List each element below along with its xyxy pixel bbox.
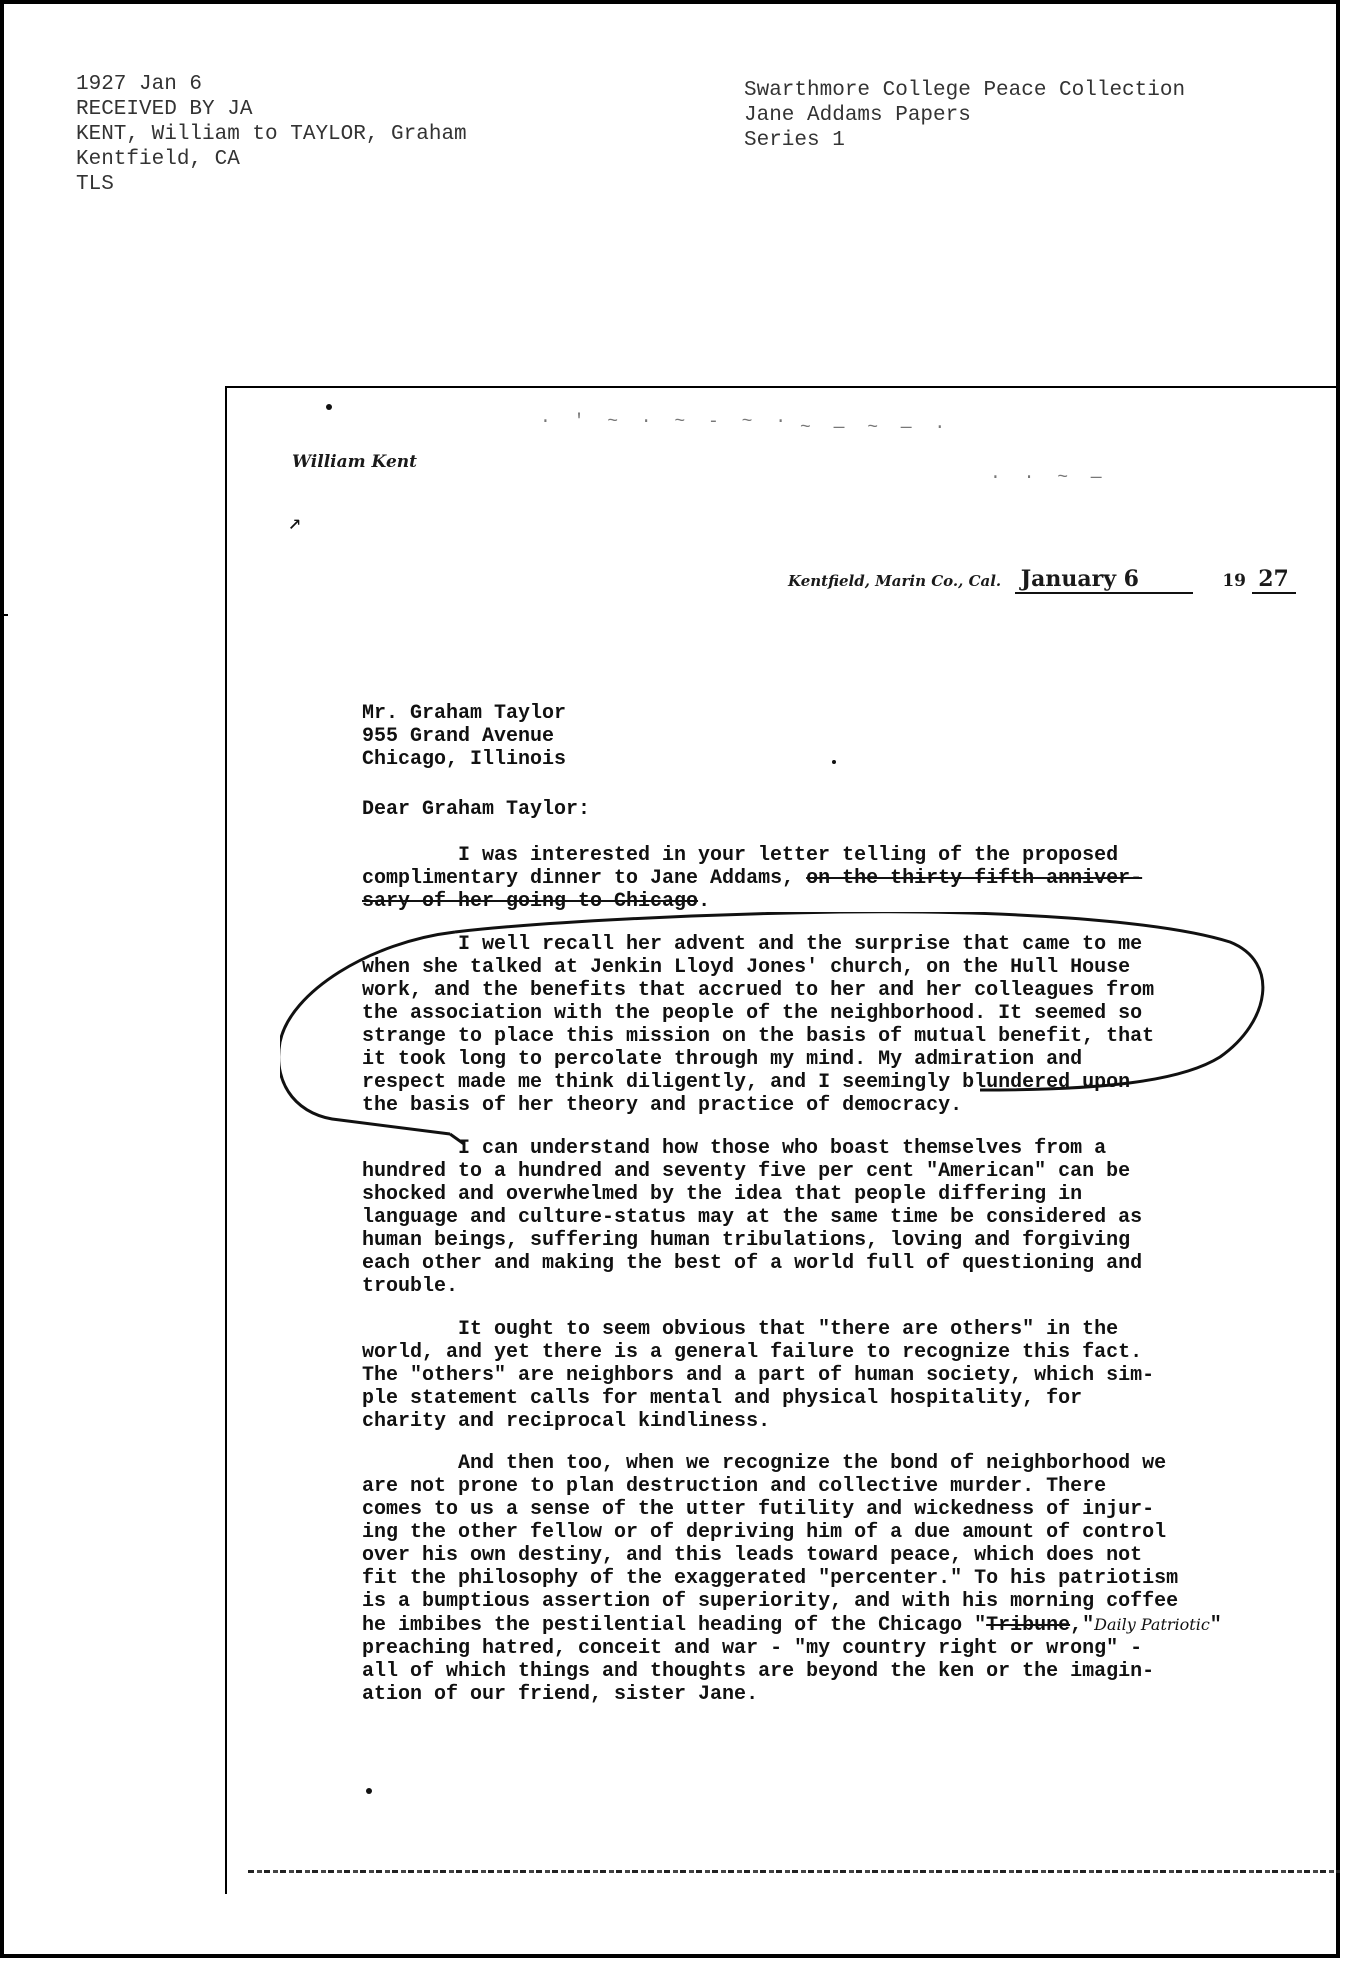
letter-sheet-left-edge	[225, 386, 227, 1894]
text-line: the association with the people of the neighborhood. It seemed so	[362, 1002, 1143, 1025]
text-line: the basis of her theory and practice of democracy.	[362, 1094, 963, 1117]
text-line	[362, 867, 1142, 890]
bleed-through-smudge: · · ~ —	[990, 468, 1108, 488]
archive-series: Series 1	[744, 129, 845, 152]
text-line: over his own destiny, and this leads toward peace, which does not	[362, 1544, 1143, 1567]
text-line: I was interested in your letter telling of the proposed	[458, 844, 1119, 867]
text-fragment: he imbibes the pestilential heading of the Chicago "	[362, 1614, 987, 1637]
paragraph-4	[362, 1318, 1154, 1433]
archive-received: RECEIVED BY JA	[76, 98, 253, 121]
struck-text: sary of her going to Chicago	[362, 890, 699, 913]
letter-place: Kentfield, Marin Co., Cal.	[788, 572, 1002, 590]
bleed-through-smudge: · ' ~ · ~ - ~ ·	[540, 412, 793, 432]
bleed-through-smudge: ~ — ~ — ·	[800, 418, 952, 438]
year-suffix: 27	[1252, 566, 1296, 594]
archive-type: TLS	[76, 173, 114, 196]
text-line	[362, 1613, 1222, 1637]
ink-dot	[832, 760, 836, 764]
text-line: I can understand how those who boast themselves from a	[458, 1137, 1107, 1160]
text-fragment: "	[1209, 1614, 1222, 1637]
archive-place: Kentfield, CA	[76, 148, 240, 171]
text-line: fit the philosophy of the exaggerated "percenter." To his patriotism	[362, 1567, 1179, 1590]
text-line: all of which things and thoughts are beyond the ken or the imagin-	[362, 1660, 1155, 1683]
text-line: human beings, suffering human tribulations, loving and forgiving	[362, 1229, 1131, 1252]
text-line: The "others" are neighbors and a part of human society, which sim-	[362, 1364, 1155, 1387]
address-line: Chicago, Illinois	[362, 748, 567, 771]
text-line: shocked and overwhelmed by the idea that people differing in	[362, 1183, 1083, 1206]
text-line: comes to us a sense of the utter futility and wickedness of injur-	[362, 1498, 1155, 1521]
recipient-address	[362, 702, 566, 771]
text-line	[362, 890, 1142, 913]
text-line: ation of our friend, sister Jane.	[362, 1683, 759, 1706]
paragraph-1	[362, 844, 1142, 913]
paragraph-2	[362, 933, 1154, 1117]
text-line: trouble.	[362, 1275, 459, 1298]
struck-text: Tribune	[986, 1614, 1071, 1637]
archive-correspondents: KENT, William to TAYLOR, Graham	[76, 123, 467, 146]
text-line: world, and yet there is a general failure to recognize this fact.	[362, 1341, 1143, 1364]
dateline	[788, 566, 1296, 594]
text-line: preaching hatred, conceit and war - "my country right or wrong" -	[362, 1637, 1143, 1660]
text-line: I well recall her advent and the surprise that came to me	[458, 933, 1143, 956]
text-line: each other and making the best of a world full of questioning and	[362, 1252, 1143, 1275]
text-line: hundred to a hundred and seventy five per cent "American" can be	[362, 1160, 1131, 1183]
archive-date: 1927 Jan 6	[76, 73, 203, 96]
text-line: respect made me think diligently, and I seemingly blundered upon	[362, 1071, 1131, 1094]
text-line: ing the other fellow or of depriving him of a due amount of control	[362, 1521, 1167, 1544]
address-line: Mr. Graham Taylor	[362, 702, 567, 725]
text-fragment: ,"	[1070, 1614, 1095, 1637]
letter-sheet-bottom-edge	[248, 1870, 1340, 1873]
address-line: 955 Grand Avenue	[362, 725, 555, 748]
page-edge-mark	[0, 614, 8, 616]
paragraph-3	[362, 1137, 1142, 1298]
letter-sheet-top-edge	[225, 386, 1340, 388]
text-line: And then too, when we recognize the bond of neighborhood we	[458, 1452, 1167, 1475]
text-line: is a bumptious assertion of superiority, and with his morning coffee	[362, 1590, 1179, 1613]
salutation: Dear Graham Taylor:	[362, 798, 591, 821]
letter-date: January 6	[1015, 566, 1193, 594]
text-line: charity and reciprocal kindliness.	[362, 1410, 771, 1433]
text-line: language and culture-status may at the same time be considered as	[362, 1206, 1143, 1229]
archive-collection: Swarthmore College Peace Collection	[744, 79, 1186, 102]
ink-dot	[366, 1788, 372, 1794]
archive-papers: Jane Addams Papers	[744, 104, 971, 127]
archive-collection-right	[744, 78, 1185, 153]
archive-catalog-left	[76, 72, 467, 197]
text-fragment: complimentary dinner to Jane Addams,	[362, 867, 807, 890]
text-fragment: .	[698, 890, 711, 913]
text-line: strange to place this mission on the basis of mutual benefit, that	[362, 1025, 1155, 1048]
pen-mark: ↗	[288, 511, 308, 536]
text-line: It ought to seem obvious that "there are others" in the	[458, 1318, 1119, 1341]
ink-dot	[326, 404, 332, 410]
text-line: ple statement calls for mental and physical hospitality, for	[362, 1387, 1083, 1410]
handwritten-insertion: Daily Patriotic	[1094, 1615, 1210, 1634]
paragraph-5	[362, 1452, 1222, 1706]
text-line: work, and the benefits that accrued to her and her colleagues from	[362, 979, 1155, 1002]
year-prefix: 19	[1222, 571, 1246, 591]
struck-text: on the thirty fifth anniver-	[806, 867, 1143, 890]
text-line: are not prone to plan destruction and collective murder. There	[362, 1475, 1107, 1498]
letterhead-name: William Kent	[292, 452, 417, 472]
text-line: it took long to percolate through my mind. My admiration and	[362, 1048, 1083, 1071]
text-line: when she talked at Jenkin Lloyd Jones' church, on the Hull House	[362, 956, 1131, 979]
